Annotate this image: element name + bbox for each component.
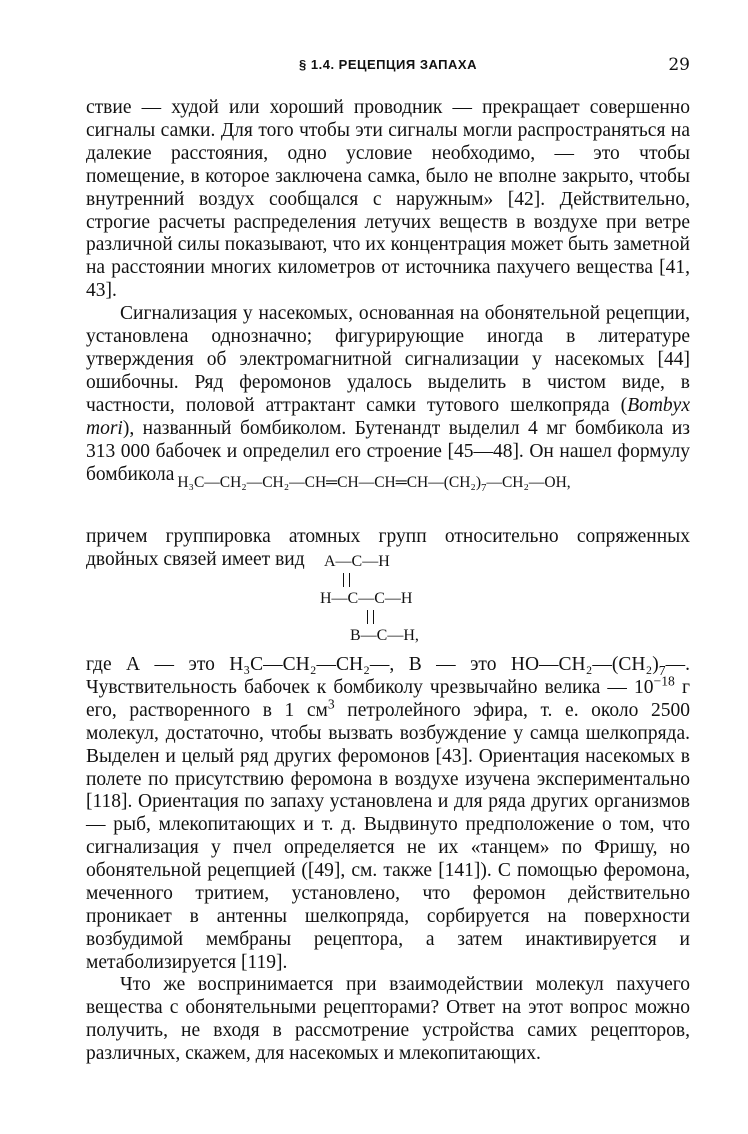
paragraph-4-part-1: где А — это H₃C—CH₂—CH₂—, В — это HO—CH₂—(CH₂) <box>86 654 659 675</box>
structure-row-3: B—C—H, <box>350 627 419 644</box>
page-header <box>86 55 690 79</box>
paragraph-2-part-2: ), названный бомбиколом. Бутенандт выделил 4 мг бомбикола из 313 000 бабочек и определил его строение [45—48]. Он нашел формулу бомбикола <box>86 417 690 485</box>
paragraph-4-part-2: —. Чувствительность бабочек к бомбиколу чрезвычайно велика — 10 <box>86 654 690 698</box>
paragraph-4-subscript: 7 <box>658 662 666 678</box>
formula-part-2: —CH₂—OH, <box>486 474 571 491</box>
page-number: 29 <box>668 55 690 75</box>
structure-row-1: A—C—H <box>324 553 390 570</box>
double-bond-2 <box>367 610 374 624</box>
paragraph-4 <box>86 654 690 975</box>
paragraph-3: причем группировка атомных групп относительно сопряженных двойных связей имеет вид <box>86 526 690 570</box>
paragraph-2-part-1: Сигнализация у насекомых, основанная на обонятельной рецепции, установлена однозначно; фигурирующие иногда в литературе утверждения об электромагнитной сигнализации у насекомых [44] ошибочны. Ряд феромонов удалось выделить в чистом виде, в частности, половой аттрактант самки тутового шелкопряда ( <box>86 303 690 416</box>
structural-diagram <box>320 553 460 653</box>
paragraph-4-superscript-1: −18 <box>653 673 675 689</box>
formula-subscript: 7 <box>481 482 487 495</box>
double-bond-1 <box>343 573 350 587</box>
formula-part-1: H₃C—CH₂—CH₂—CH═CH—CH═CH—(CH₂) <box>177 474 482 491</box>
paragraph-4-part-4: петролейного эфира, т. е. около 2500 молекул, достаточно, чтобы вызвать возбуждение у самца шелкопряда. Выделен и целый ряд других феромонов [43]. Ориентация насекомых в полете по присутствию феромона в воздухе изучена экспериментально [118]. Ориентация по запаху установлена и для ряда других организмов — рыб, млекопитающих и т. д. Выдвинуто предположение о том, что сигнализация у пчел определяется не их «танцем» по Фришу, но обонятельной рецепцией ([49], см. также [141]). С помощью феромона, меченного тритием, установлено, что феромон действительно проникает в антенны шелкопряда, сорбируется на поверхности возбудимой мембраны рецептора, а затем инактивируется и метаболизируется [119]. <box>86 699 690 973</box>
text-block-top <box>86 97 690 486</box>
paragraph-2 <box>86 303 690 486</box>
text-block-lower <box>86 654 690 975</box>
paragraph-4-superscript-2: 3 <box>327 696 335 712</box>
paragraph-1: ствие — худой или хороший проводник — прекращает совершенно сигналы самки. Для того чтобы эти сигналы могли распространяться на далекие расстояния, одно условие необходимо, — это чтобы помещение, в которое заключена самка, было не вполне закрыто, чтобы внутренний воздух сообщался с наружным» [42]. Действительно, строгие расчеты распределения летучих веществ в воздухе при ветре различной силы показывают, что их концентрация может быть заметной на расстоянии многих километров от источника пахучего вещества [41, 43]. <box>86 97 690 302</box>
paragraph-5: Что же воспринимается при взаимодействии молекул пахучего вещества с обонятельными рецепторами? Ответ на этот вопрос можно получить, не входя в рассмотрение устройства самих рецепторов, различных, скажем, для насекомых и млекопитающих. <box>86 974 690 1064</box>
bombykol-formula <box>0 474 748 495</box>
text-block-bottom <box>86 974 690 1066</box>
paragraph-4-part-3: г его, растворенного в 1 см <box>86 676 690 721</box>
species-name: Bombyx mori <box>86 394 690 439</box>
running-title: § 1.4. РЕЦЕПЦИЯ ЗАПАХА <box>299 57 477 72</box>
structure-row-2: H—C—C—H <box>320 590 413 607</box>
